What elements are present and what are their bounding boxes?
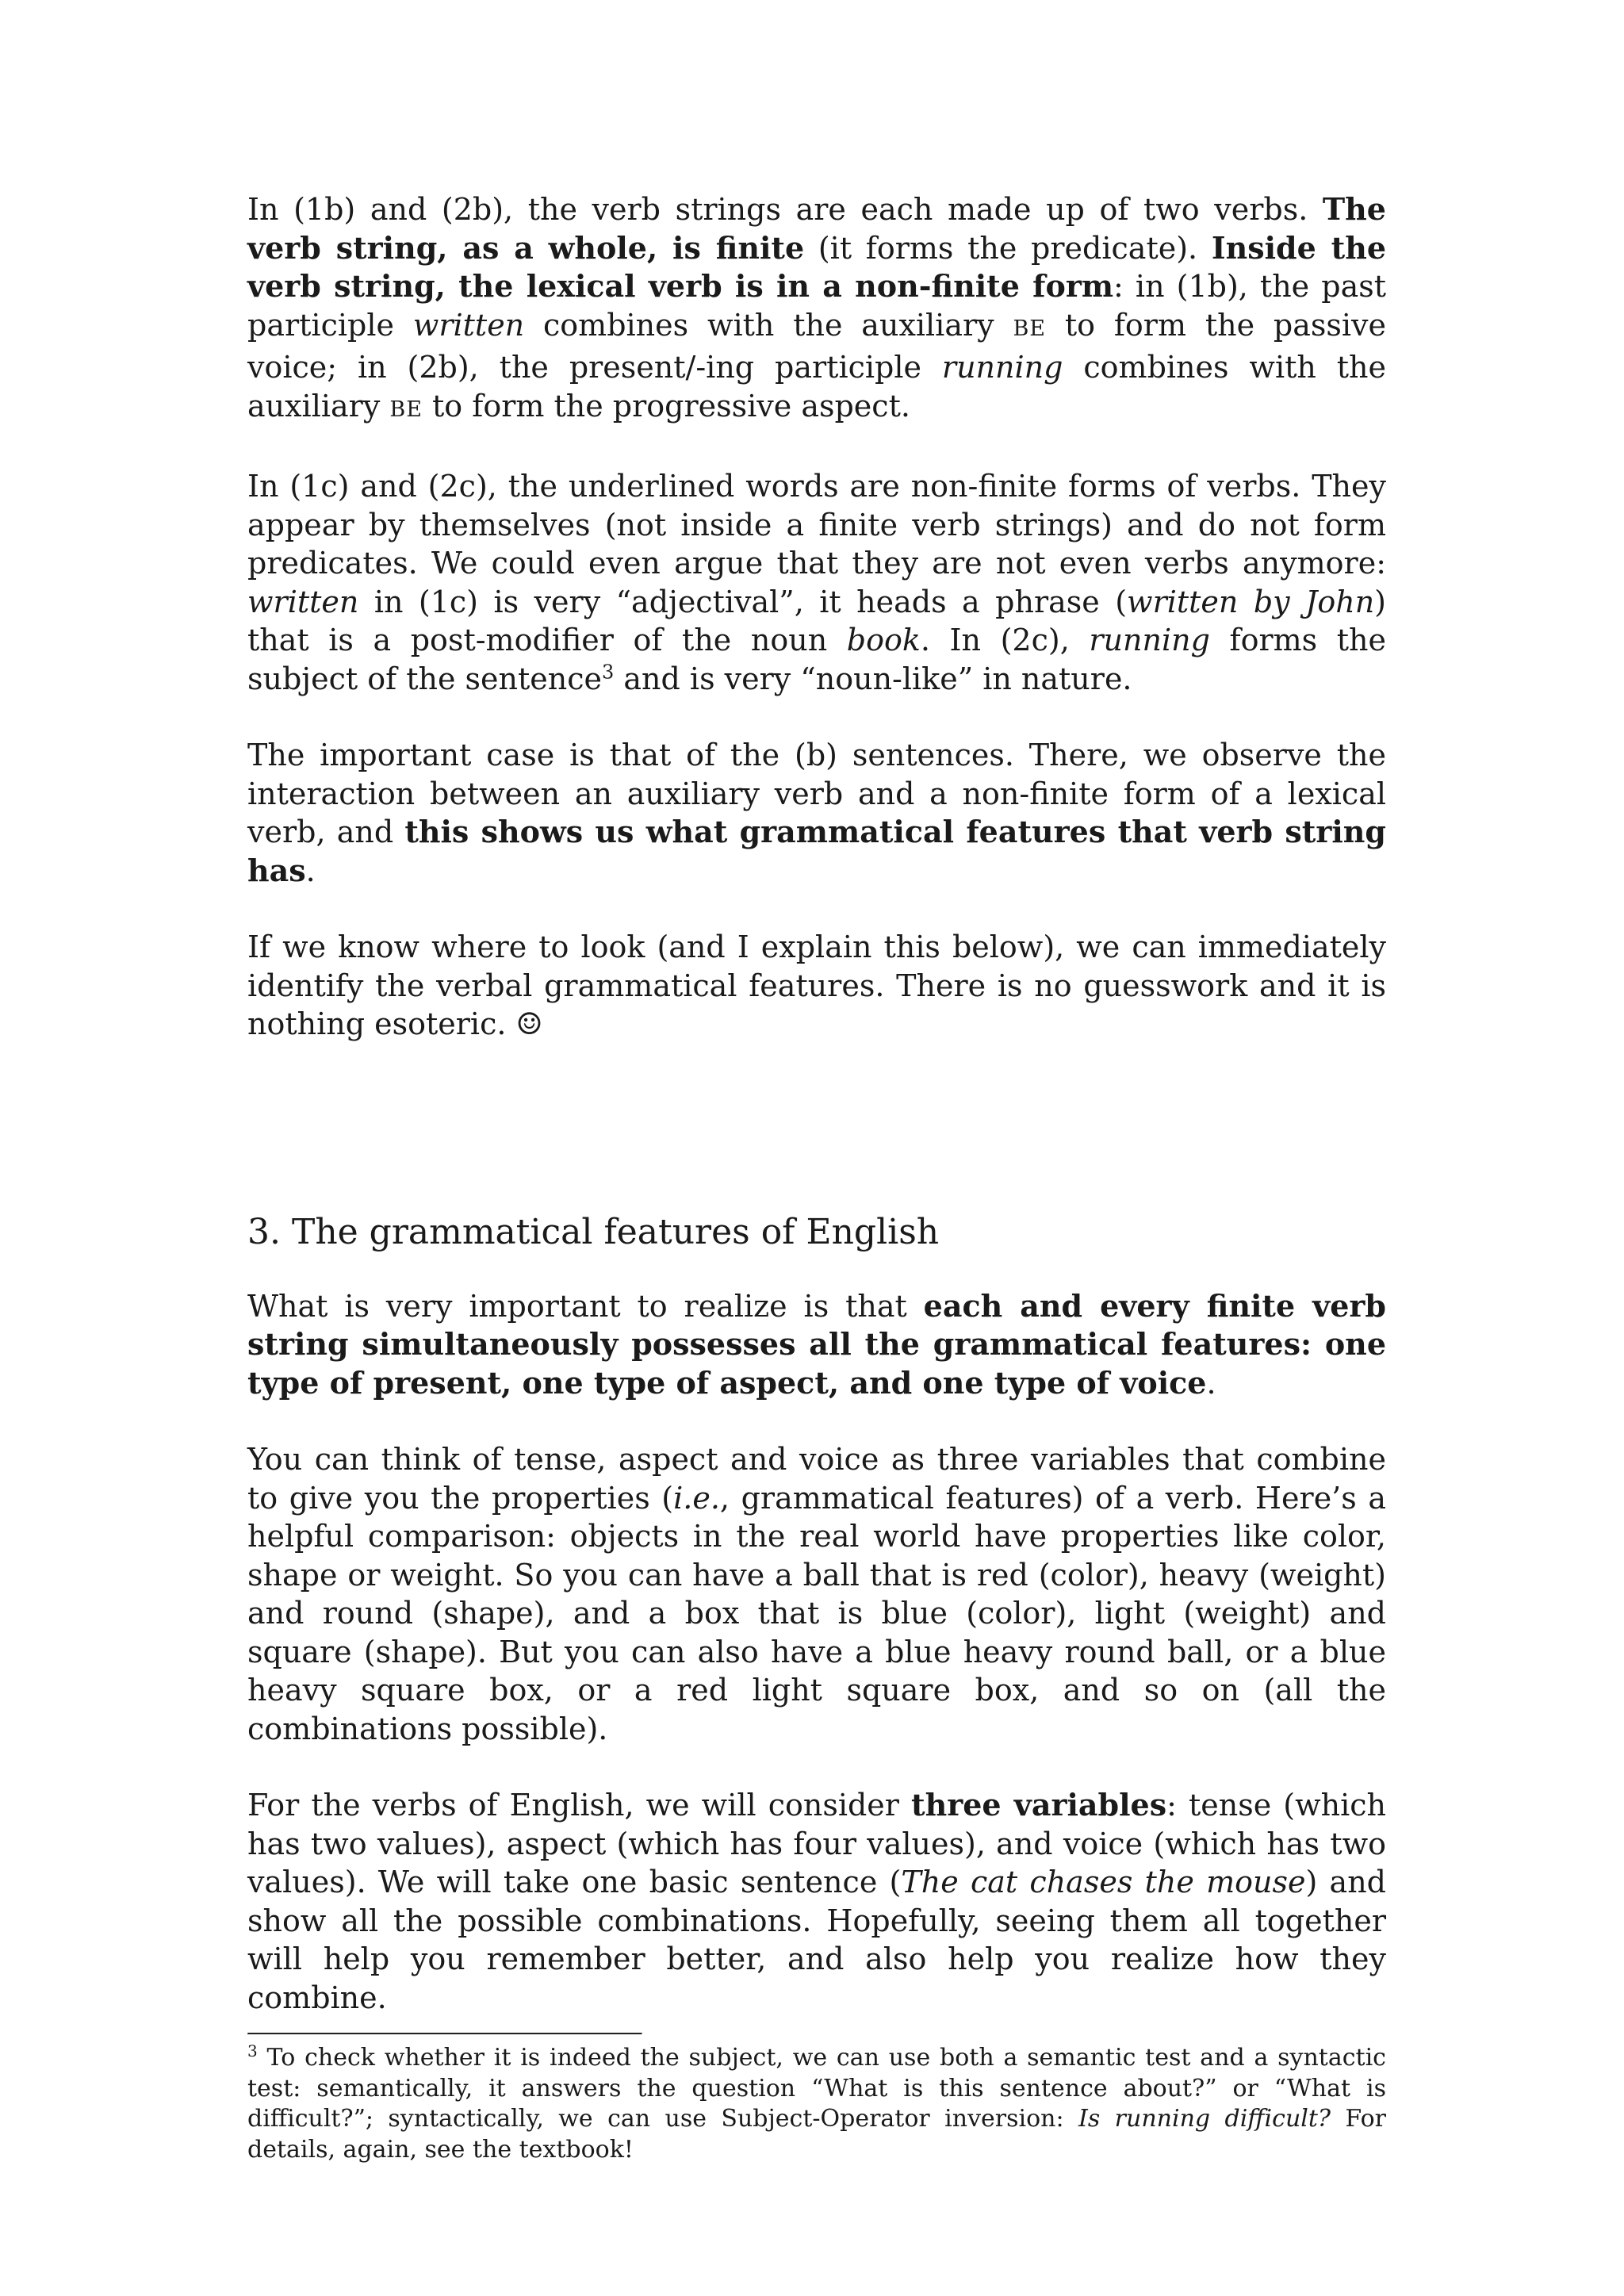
text-run: The important case is that of the (b) sentences. There, we observe the interaction between an auxiliary verb and a non-finite form of a lexical verb, and xyxy=(247,738,1386,849)
small-caps-text: BE xyxy=(1013,316,1047,341)
text-run: forms the subject of the sentence xyxy=(247,623,1386,696)
text-run: To check whether it is indeed the subject, we can use both a semantic test and a syntactic test: semantically, it answers the question “What is this sentence about?” or “What is difficult?”; syntactically, we can use Subject-Operator inversion: xyxy=(247,2044,1386,2133)
italic-text: running xyxy=(1089,623,1210,657)
footnote-reference[interactable]: 3 xyxy=(602,660,615,683)
italic-text: written xyxy=(247,584,359,619)
text-run: For the verbs of English, we will consider xyxy=(247,1788,912,1823)
text-run: (it forms the predicate). xyxy=(804,230,1212,266)
paragraph-where-to-look xyxy=(247,928,1386,1044)
text-run: In (1b) and (2b), the verb strings are each made up of two verbs. xyxy=(247,192,1323,227)
bold-text: three variables xyxy=(911,1787,1167,1823)
text-run: combines with the auxiliary xyxy=(247,350,1386,424)
bold-text: Inside the verb string, the lexical verb is in a non-finite form xyxy=(247,229,1386,304)
text-run: You can think of tense, aspect and voice as three variables that combine to give you the properties ( xyxy=(247,1442,1386,1516)
text-run: . xyxy=(1206,1365,1216,1401)
text-run: and is very “noun-like” in nature. xyxy=(614,661,1132,696)
text-run: If we know where to look (and I explain this below), we can immediately identify the verbal grammatical features. There is no guesswork and it is nothing esoteric. xyxy=(247,930,1386,1041)
text-run: What is very important to realize is that xyxy=(247,1288,924,1324)
section-heading: 3. The grammatical features of English xyxy=(247,1211,940,1252)
italic-text: written by John xyxy=(1127,584,1375,619)
italic-text: running xyxy=(941,350,1063,385)
text-run: : tense (which has two values), aspect (which has four values), and voice (which has two values). We will take one basic sentence ( xyxy=(247,1788,1386,1899)
paragraph-variables-comparison xyxy=(247,1440,1386,1748)
text-run: In (1c) and (2c), the underlined words are non-finite forms of verbs. They appear by themselves (not inside a finite verb strings) and do not form predicates. We could even argue that they are not even verbs anymore: xyxy=(247,469,1386,581)
bold-text: The verb string, as a whole, is finite xyxy=(247,191,1386,266)
smiley-icon: ☺ xyxy=(515,1006,543,1041)
italic-text: book xyxy=(846,623,921,657)
paragraph-important-case xyxy=(247,736,1386,890)
footnote-number: 3 xyxy=(247,2041,258,2060)
paragraph-three-variables xyxy=(247,1786,1386,2017)
text-run: ) and show all the possible combinations. Hopefully, seeing them all together will help you remember better, and also help you realize how they combine. xyxy=(247,1865,1387,2015)
paragraph-verb-strings xyxy=(247,190,1386,429)
bold-text: each and every finite verb string simultaneously possesses all the grammatical features: one type of present, one type of aspect, and one type of voice xyxy=(247,1287,1387,1401)
italic-text: i.e. xyxy=(673,1480,720,1516)
paragraph-all-features xyxy=(247,1287,1386,1403)
small-caps-text: BE xyxy=(389,397,423,422)
text-run: combines with the auxiliary xyxy=(524,307,1013,343)
text-run: to form the passive voice; in (2b), the present/-ing participle xyxy=(247,307,1386,385)
text-run: , grammatical features) of a verb. Here’s a helpful comparison: objects in the real world have properties like color, shape or weight. So you can have a ball that is red (color), heavy (weight) and round (shape), and a box that is blue (color), light (weight) and square (shape). But you can also have a blue heavy round ball, or a blue heavy square box, or a red light square box, and so on (all the combinations possible). xyxy=(247,1480,1386,1746)
italic-text: The cat chases the mouse xyxy=(901,1865,1306,1899)
text-run: : in (1b), the past participle xyxy=(247,269,1386,343)
text-run: For details, again, see the textbook! xyxy=(247,2105,1386,2164)
text-run: . In (2c), xyxy=(920,623,1090,657)
document-page xyxy=(247,190,1386,2165)
text-run: ) that is a post-modifier of the noun xyxy=(247,584,1386,657)
paragraph-non-finite-forms xyxy=(247,467,1386,698)
footnote xyxy=(247,2043,1386,2165)
bold-text: this shows us what grammatical features that verb string has xyxy=(247,814,1386,888)
text-run: in (1c) is very “adjectival”, it heads a phrase ( xyxy=(358,584,1128,619)
text-run: . xyxy=(305,853,316,888)
italic-text: written xyxy=(412,307,525,343)
text-run: to form the progressive aspect. xyxy=(422,388,910,424)
italic-text: Is running difficult? xyxy=(1078,2105,1331,2133)
